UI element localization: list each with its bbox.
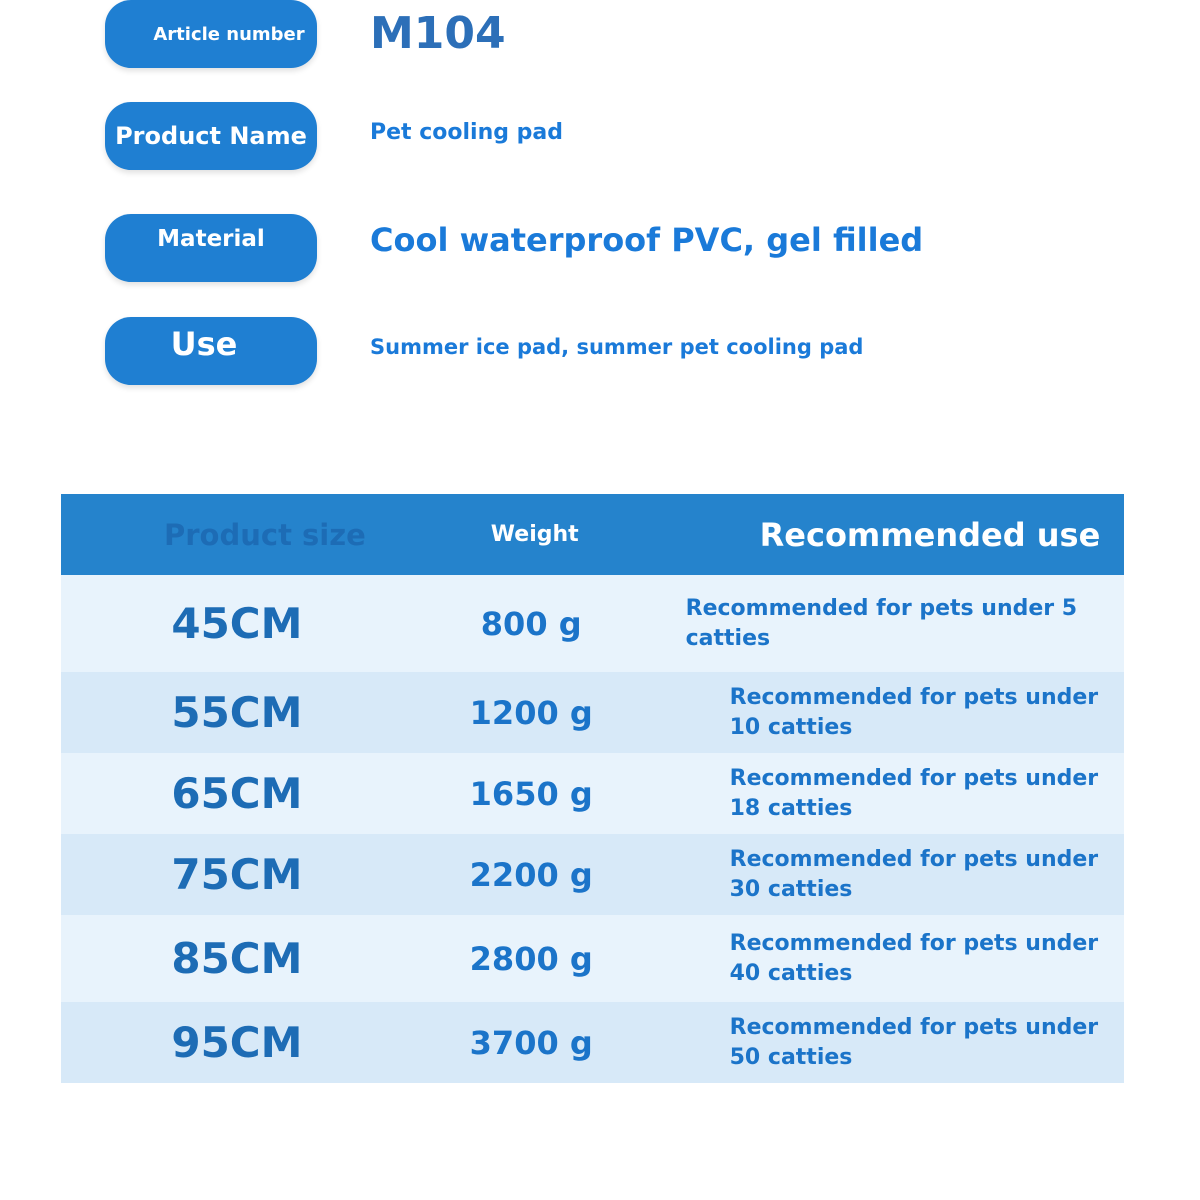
size-table (61, 494, 1124, 1083)
use-cell-text: Recommended for pets under 10 catties (729, 684, 1099, 740)
table-row (61, 834, 1124, 915)
use-cell (650, 834, 1124, 915)
size-cell: 95CM (171, 1018, 303, 1067)
weight-cell: 2800 g (469, 939, 593, 978)
use-cell (650, 753, 1124, 834)
material-value: Cool waterproof PVC, gel filled (370, 221, 924, 259)
use-cell (650, 1002, 1124, 1083)
use-cell (650, 672, 1124, 753)
size-cell: 45CM (171, 599, 303, 648)
size-cell: 65CM (171, 769, 303, 818)
table-row (61, 575, 1124, 672)
size-cell: 75CM (171, 850, 303, 899)
table-row (61, 753, 1124, 834)
header-weight: Weight (490, 522, 579, 547)
header-product-size: Product size (164, 517, 366, 552)
use-label: Use (105, 317, 317, 385)
weight-cell: 1200 g (469, 693, 593, 732)
table-row (61, 672, 1124, 753)
table-row (61, 1002, 1124, 1083)
material-label: Material (105, 214, 317, 282)
weight-cell: 1650 g (469, 774, 593, 813)
use-cell-text: Recommended for pets under 50 catties (729, 1014, 1099, 1070)
size-table-header (61, 494, 1124, 575)
use-cell-text: Recommended for pets under 5 catties (685, 595, 1078, 651)
article-number-label: Article number (105, 0, 317, 68)
table-row (61, 915, 1124, 1002)
use-cell-text: Recommended for pets under 40 catties (729, 930, 1099, 986)
weight-cell: 3700 g (469, 1023, 593, 1062)
product-name-value: Pet cooling pad (370, 120, 563, 145)
size-cell: 55CM (171, 688, 303, 737)
use-cell (650, 915, 1124, 1002)
header-recommended-use: Recommended use (759, 515, 1101, 554)
use-cell-text: Recommended for pets under 18 catties (729, 765, 1099, 821)
article-number-value: M104 (370, 8, 506, 59)
weight-cell: 2200 g (469, 855, 593, 894)
weight-cell: 800 g (480, 604, 582, 643)
size-table-body (61, 575, 1124, 1083)
use-cell-text: Recommended for pets under 30 catties (729, 846, 1099, 902)
table-header-row (61, 494, 1124, 575)
product-name-label: Product Name (105, 102, 317, 170)
use-cell (650, 575, 1124, 672)
size-cell: 85CM (171, 934, 303, 983)
use-value: Summer ice pad, summer pet cooling pad (370, 335, 864, 359)
